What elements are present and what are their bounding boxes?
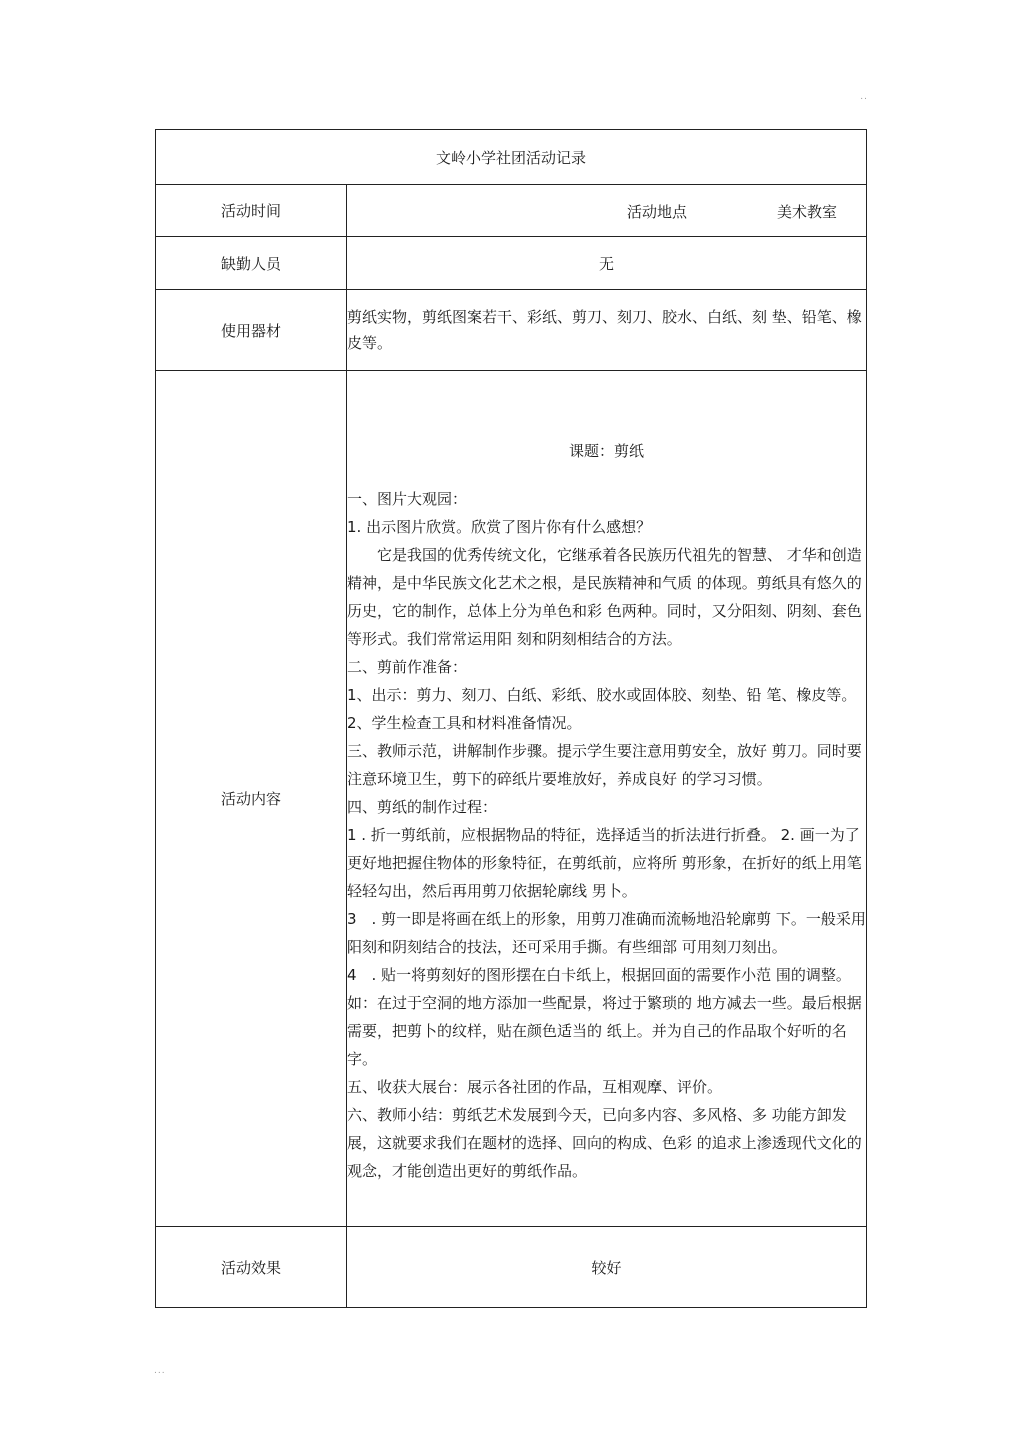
location-label: 活动地点 <box>627 203 688 221</box>
absent-value: 无 <box>347 237 867 290</box>
content-paragraph: 4 . 贴一将剪刻好的图形摆在白卡纸上，根据回面的需要作小范 围的调整。如：在过于空洞的地方添加一些配景，将过于繁琐的 地方减去一些。最后根据需要，把剪卜的纹样，贴在颜色适当的 纸上。并为自己的作品取个好听的名字。 <box>347 966 862 1068</box>
effect-value: 较好 <box>347 1227 867 1308</box>
content-paragraph: 1、出示：剪力、刻刀、白纸、彩纸、胶水或固体胶、刻垫、铅 笔、橡皮等。 <box>347 686 857 704</box>
content-paragraph: 它是我国的优秀传统文化，它继承着各民族历代祖先的智慧、 才华和创造精神，是中华民族文化艺术之根，是民族精神和气质 的体现。剪纸具有悠久的历史，它的制作，总体上分为单色和彩 色两种。同时，又分阳刻、阴刻、套色等形式。我们常常运用阳 刻和阴刻相结合的方法。 <box>347 546 862 648</box>
time-value-cell <box>347 185 867 237</box>
content-paragraph: 1 . 折一剪纸前，应根据物品的特征，选择适当的折法进行折叠。 2. 画一为了更好地把握住物体的形象特征，在剪纸前，应将所 剪形象，在折好的纸上用笔轻轻勾出，然后再用剪刀依据轮廓线 男卜。 <box>347 826 862 900</box>
lesson-topic: 课题：剪纸 <box>568 442 644 460</box>
time-row <box>156 185 867 237</box>
time-label: 活动时间 <box>156 185 347 237</box>
activity-record-table <box>155 129 867 1308</box>
title-row <box>156 130 867 185</box>
content-paragraph: 四、剪纸的制作过程： <box>347 798 498 816</box>
content-paragraph: 2、学生检查工具和材料准备情况。 <box>347 714 582 732</box>
effect-row <box>156 1227 867 1308</box>
corner-mark-top: .. <box>860 92 868 102</box>
content-paragraph: 二、剪前作准备： <box>347 658 468 676</box>
record-title: 文岭小学社团活动记录 <box>156 130 867 185</box>
content-label: 活动内容 <box>156 371 347 1227</box>
equipment-label: 使用器材 <box>156 290 347 371</box>
content-paragraph: 3 . 剪一即是将画在纸上的形象，用剪刀准确而流畅地沿轮廓剪 下。一般采用阳刻和阴刻结合的技法，还可采用手撕。有些细部 可用刻刀刻出。 <box>347 910 866 956</box>
content-cell <box>347 371 867 1227</box>
absent-row <box>156 237 867 290</box>
content-paragraph: 1. 出示图片欣赏。欣赏了图片你有什么感想？ <box>347 518 652 536</box>
equipment-value: 剪纸实物，剪纸图案若干、彩纸、剪刀、刻刀、胶水、白纸、刻 垫、铅笔、橡皮等。 <box>347 290 867 371</box>
absent-label: 缺勤人员 <box>156 237 347 290</box>
effect-label: 活动效果 <box>156 1227 347 1308</box>
content-paragraph: 一、图片大观园： <box>347 490 468 508</box>
content-paragraph: 五、收获大展台：展示各社团的作品，互相观摩、评价。 <box>347 1078 723 1096</box>
content-row <box>156 371 867 1227</box>
content-paragraph: 六、教师小结：剪纸艺术发展到今天，已向多内容、多风格、多 功能方卸发展，这就要求我们在题材的选择、回向的构成、色彩 的追求上渗透现代文化的观念，才能创造出更好的剪纸作品。 <box>347 1106 862 1180</box>
equipment-row <box>156 290 867 371</box>
content-paragraph: 三、教师示范，讲解制作步骤。提示学生要注意用剪安全，放好 剪刀。同时要注意环境卫生，剪下的碎纸片要堆放好，养成良好 的学习习惯。 <box>347 742 862 788</box>
location-value: 美术教室 <box>777 203 838 221</box>
corner-mark-bottom: ... <box>154 1366 166 1376</box>
